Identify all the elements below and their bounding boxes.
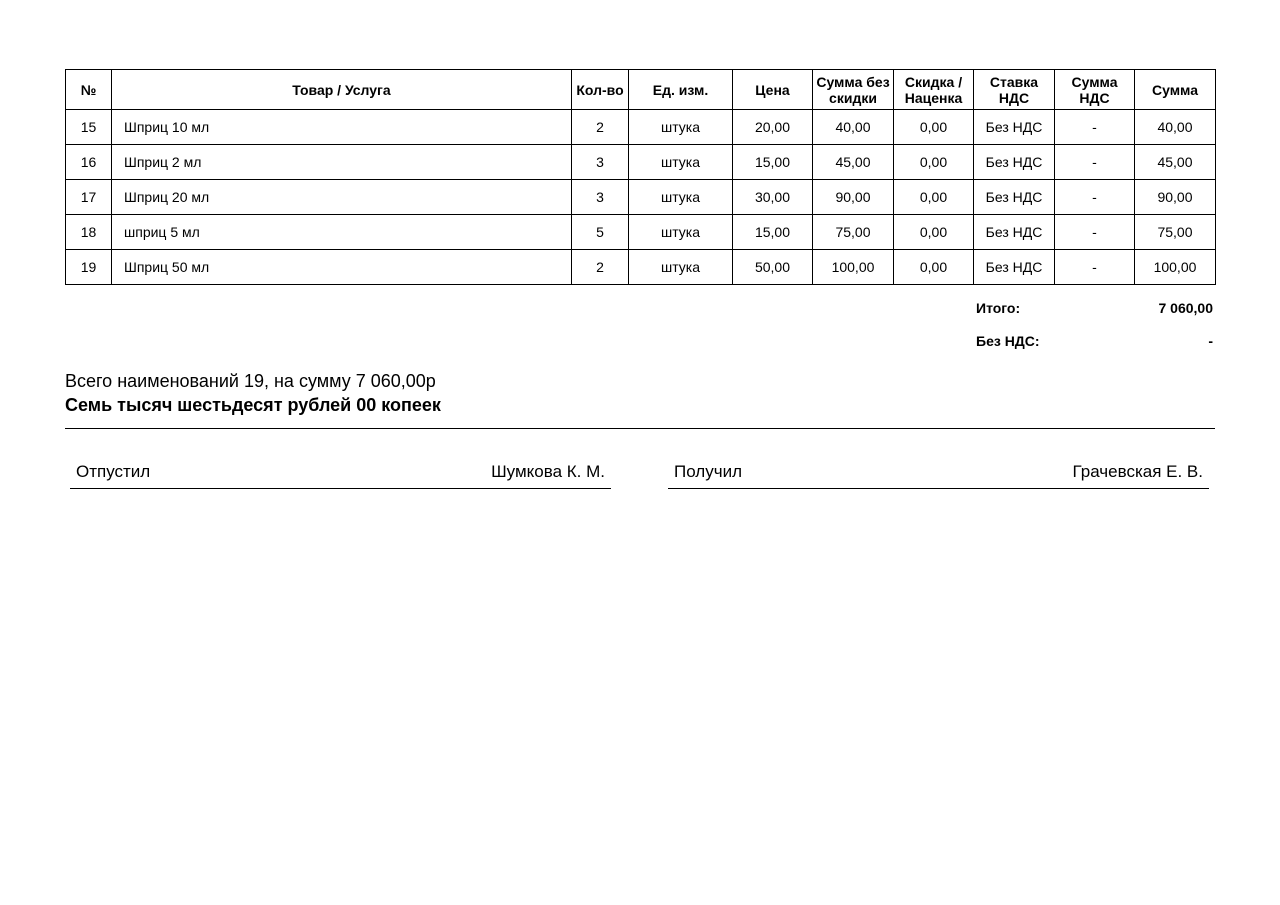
header-price: Цена xyxy=(733,70,813,110)
cell-num: 18 xyxy=(66,215,112,250)
cell-total: 90,00 xyxy=(1135,180,1216,215)
cell-vat-sum: - xyxy=(1055,215,1135,250)
cell-qty: 3 xyxy=(572,145,629,180)
cell-unit: штука xyxy=(629,250,733,285)
summary-amount-in-words: Семь тысяч шестьдесят рублей 00 копеек xyxy=(65,395,441,415)
header-vat-sum-line2: НДС xyxy=(1079,89,1110,106)
header-vat-sum-line1: Сумма xyxy=(1071,73,1118,90)
cell-discount: 0,00 xyxy=(894,145,974,180)
cell-unit: штука xyxy=(629,110,733,145)
header-unit: Ед. изм. xyxy=(629,70,733,110)
cell-vat-sum: - xyxy=(1055,250,1135,285)
released-signature-block xyxy=(70,462,611,489)
cell-total: 75,00 xyxy=(1135,215,1216,250)
cell-vat-sum: - xyxy=(1055,110,1135,145)
cell-vat-rate: Без НДС xyxy=(974,180,1055,215)
cell-vat-sum: - xyxy=(1055,145,1135,180)
cell-total: 40,00 xyxy=(1135,110,1216,145)
cell-unit: штука xyxy=(629,215,733,250)
header-vat-rate-line1: Ставка xyxy=(989,73,1039,90)
table-body xyxy=(66,110,1216,285)
cell-vat-rate: Без НДС xyxy=(974,145,1055,180)
cell-item: Шприц 50 мл xyxy=(112,250,572,285)
cell-discount: 0,00 xyxy=(894,110,974,145)
cell-price: 50,00 xyxy=(733,250,813,285)
cell-sum-no-discount: 45,00 xyxy=(813,145,894,180)
cell-vat-rate: Без НДС xyxy=(974,110,1055,145)
table-row xyxy=(66,215,1216,250)
cell-price: 15,00 xyxy=(733,145,813,180)
header-row xyxy=(66,70,1216,110)
cell-price: 30,00 xyxy=(733,180,813,215)
summary-count: Всего наименований 19, на сумму 7 060,00р xyxy=(65,371,436,391)
header-vat-rate xyxy=(974,70,1055,110)
table-header xyxy=(66,70,1216,110)
header-vat-rate-line2: НДС xyxy=(998,89,1030,106)
header-item: Товар / Услуга xyxy=(112,70,572,110)
header-num: № xyxy=(66,70,112,110)
header-total: Сумма xyxy=(1135,70,1216,110)
cell-vat-sum: - xyxy=(1055,180,1135,215)
total-label: Итого: xyxy=(976,300,1021,316)
cell-sum-no-discount: 75,00 xyxy=(813,215,894,250)
table-row xyxy=(66,145,1216,180)
cell-qty: 3 xyxy=(572,180,629,215)
table-row xyxy=(66,110,1216,145)
cell-item: Шприц 2 мл xyxy=(112,145,572,180)
cell-sum-no-discount: 40,00 xyxy=(813,110,894,145)
cell-qty: 5 xyxy=(572,215,629,250)
received-name: Грачевская Е. В. xyxy=(1072,462,1203,481)
cell-item: Шприц 10 мл xyxy=(112,110,572,145)
cell-discount: 0,00 xyxy=(894,215,974,250)
cell-num: 17 xyxy=(66,180,112,215)
cell-total: 100,00 xyxy=(1135,250,1216,285)
cell-num: 19 xyxy=(66,250,112,285)
vat-label: Без НДС: xyxy=(976,333,1040,349)
header-qty: Кол-во xyxy=(572,70,629,110)
cell-unit: штука xyxy=(629,145,733,180)
cell-sum-no-discount: 90,00 xyxy=(813,180,894,215)
cell-total: 45,00 xyxy=(1135,145,1216,180)
cell-discount: 0,00 xyxy=(894,180,974,215)
vat-value: - xyxy=(1208,333,1213,349)
cell-num: 15 xyxy=(66,110,112,145)
header-sum-no-discount-line2: скидки xyxy=(829,89,877,106)
divider-line xyxy=(65,428,1215,429)
cell-item: шприц 5 мл xyxy=(112,215,572,250)
received-signature-block xyxy=(668,462,1209,489)
header-sum-no-discount xyxy=(813,70,894,110)
cell-item: Шприц 20 мл xyxy=(112,180,572,215)
header-discount-line2: Наценка xyxy=(904,89,963,106)
released-label: Отпустил xyxy=(76,462,151,481)
cell-unit: штука xyxy=(629,180,733,215)
cell-sum-no-discount: 100,00 xyxy=(813,250,894,285)
cell-vat-rate: Без НДС xyxy=(974,215,1055,250)
header-sum-no-discount-line1: Сумма без xyxy=(816,73,890,90)
items-table xyxy=(65,69,1216,285)
cell-qty: 2 xyxy=(572,110,629,145)
header-discount-line1: Скидка / xyxy=(904,73,963,90)
table-row xyxy=(66,250,1216,285)
cell-price: 20,00 xyxy=(733,110,813,145)
released-name: Шумкова К. М. xyxy=(491,462,605,481)
cell-price: 15,00 xyxy=(733,215,813,250)
cell-qty: 2 xyxy=(572,250,629,285)
cell-num: 16 xyxy=(66,145,112,180)
received-label: Получил xyxy=(674,462,742,481)
header-discount xyxy=(894,70,974,110)
cell-vat-rate: Без НДС xyxy=(974,250,1055,285)
header-vat-sum xyxy=(1055,70,1135,110)
table-row xyxy=(66,180,1216,215)
cell-discount: 0,00 xyxy=(894,250,974,285)
total-value: 7 060,00 xyxy=(1158,300,1213,316)
